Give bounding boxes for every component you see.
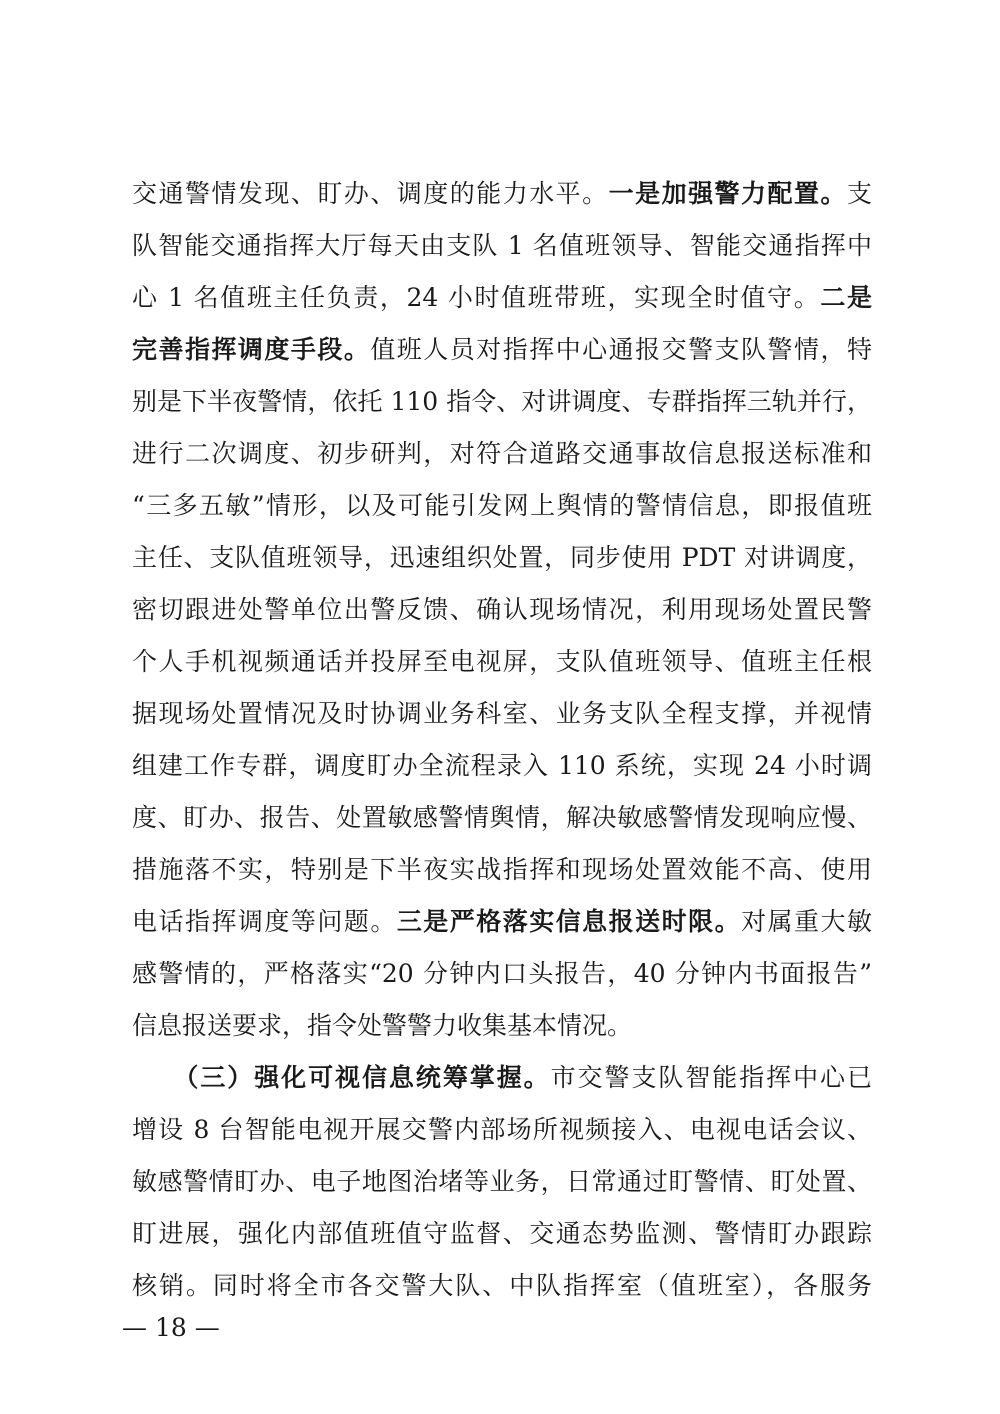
text-run: 个人手机视频通话并投屏至电视屏，支队值班领导、值班主任根 [132,647,872,676]
text-run: 组建工作专群，调度盯办全流程录入 110 系统，实现 24 小时调 [132,751,872,780]
text-run: 电话指挥调度等问题。 [132,907,397,936]
text-run: 盯进展，强化内部值班值守监督、交通态势监测、警情盯办跟踪 [132,1219,872,1248]
text-line [132,1052,872,1104]
text-run: 心 1 名值班主任负责，24 小时值班带班，实现全时值守。 [132,283,821,312]
text-run: 度、盯办、报告、处置敏感警情舆情，解决敏感警情发现响应慢、 [132,803,872,832]
text-line [132,792,872,844]
text-run: 队智能交通指挥大厅每天由支队 1 名值班领导、智能交通指挥中 [132,231,872,260]
text-line [132,844,872,896]
text-line [132,428,872,480]
text-run: 增设 8 台智能电视开展交警内部场所视频接入、电视电话会议、 [132,1115,872,1144]
bold-heading-run: 二是 [820,283,872,312]
bold-heading-run: 一是加强警力配置。 [608,179,847,208]
text-line [132,272,872,324]
body-text [132,168,872,1312]
text-run: 措施落不实，特别是下半夜实战指挥和现场处置效能不高、使用 [132,855,872,884]
text-line [132,168,872,220]
text-line [132,532,872,584]
text-line [132,376,872,428]
text-run: 市交警支队智能指挥中心已 [550,1063,872,1092]
text-run: 密切跟进处警单位出警反馈、确认现场情况，利用现场处置民警 [132,595,872,624]
text-run: 值班人员对指挥中心通报交警支队警情，特 [370,335,872,364]
text-line [132,480,872,532]
text-run: 信息报送要求，指令处警警力收集基本情况。 [132,1011,633,1040]
text-run: 核销。同时将全市各交警大队、中队指挥室（值班室），各服务 [132,1271,872,1300]
bold-heading-run: 三是严格落实信息报送时限。 [396,907,742,936]
text-line [132,1104,872,1156]
text-line [132,220,872,272]
text-run: 敏感警情盯办、电子地图治堵等业务，日常通过盯警情、盯处置、 [132,1167,872,1196]
text-line [132,1000,872,1052]
text-run: 据现场处置情况及时协调业务科室、业务支队全程支撑，并视情 [132,699,872,728]
text-line [132,1208,872,1260]
text-run: “三多五敏”情形，以及可能引发网上舆情的警情信息，即报值班 [132,491,872,520]
text-line [132,896,872,948]
text-line [132,948,872,1000]
text-line [132,1156,872,1208]
text-run: 主任、支队值班领导，迅速组织处置，同步使用 PDT 对讲调度， [132,543,872,572]
text-line [132,584,872,636]
text-line [132,688,872,740]
page-number: — 18 — [122,1313,220,1342]
text-run: 对属重大敏 [741,907,872,936]
bold-heading-run: （三）强化可视信息统筹掌握。 [132,1063,551,1092]
text-line [132,1260,872,1312]
text-line [132,740,872,792]
text-run: 别是下半夜警情，依托 110 指令、对讲调度、专群指挥三轨并行， [132,387,872,416]
text-run: 感警情的，严格落实“20 分钟内口头报告，40 分钟内书面报告” [132,959,872,988]
text-run: 支 [846,179,872,208]
text-run: 进行二次调度、初步研判，对符合道路交通事故信息报送标准和 [132,439,872,468]
text-line [132,636,872,688]
text-run: 交通警情发现、盯办、调度的能力水平。 [132,179,609,208]
text-line [132,324,872,376]
bold-heading-run: 完善指挥调度手段。 [132,335,371,364]
